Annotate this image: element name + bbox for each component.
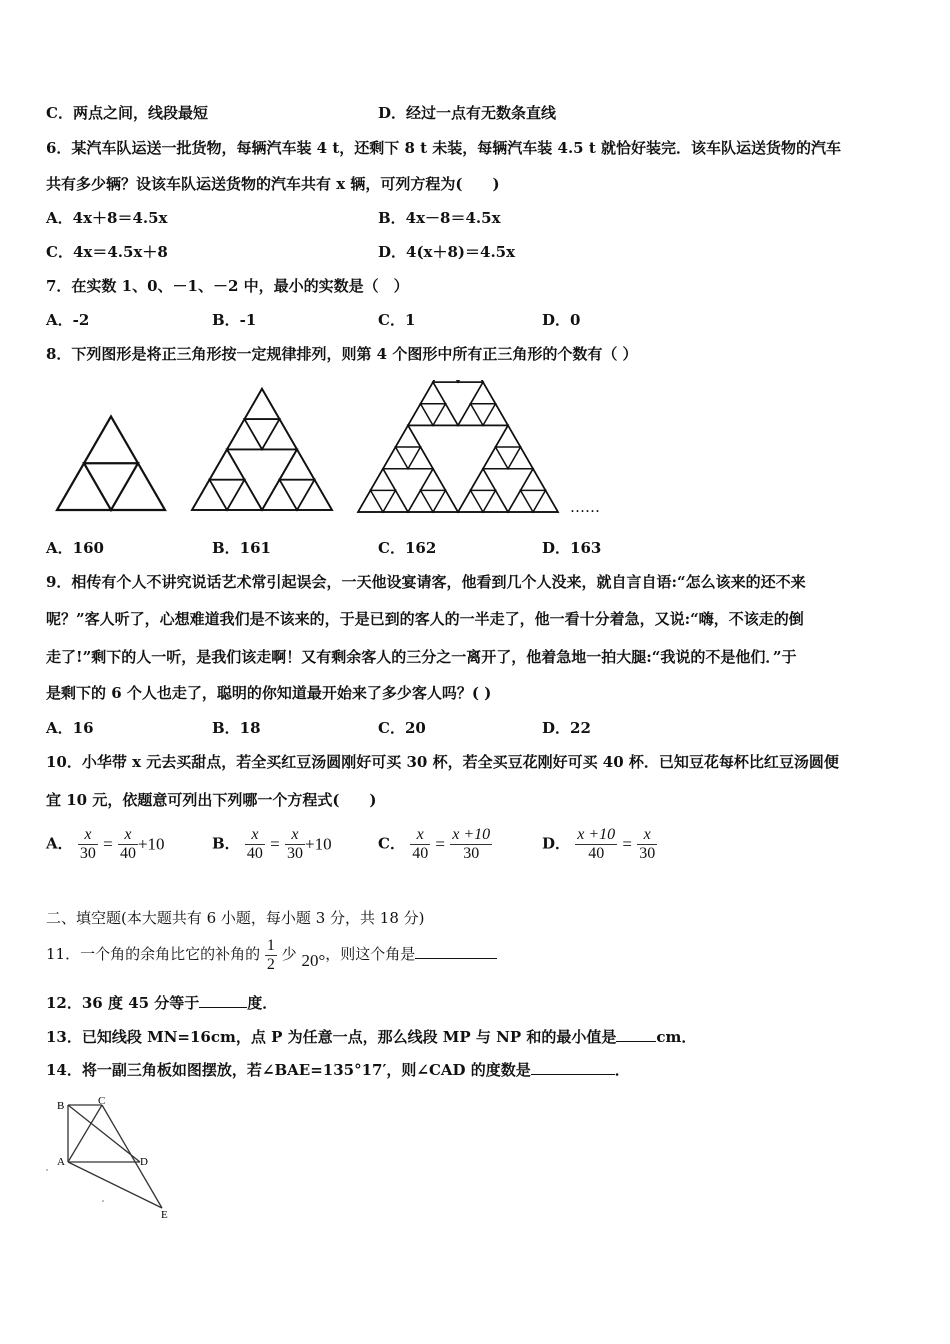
q14-text-pre: 14．将一副三角板如图摆放，若∠BAE=135°17′，则∠CAD 的度数是 [46,1061,531,1079]
option-label: D． [542,834,571,853]
q7-option-b: B．-1 [212,311,257,329]
triangle [471,490,496,512]
fraction: $\frac{x}{30}$ [79,826,96,862]
q5-option-d: D．经过一点有无数条直线 [378,104,557,122]
q8-option-d: D．163 [542,539,602,557]
label-d: D [140,1156,148,1168]
fraction: $\frac{1}{2}$ [266,936,275,973]
triangle [421,490,446,512]
q10-stem-line1: 10．小华带 x 元去买甜点，若全买红豆汤圆刚好可买 30 杯，若全买豆花刚好可买 40 杯．已知豆花每杯比红豆汤圆便 [46,753,839,771]
triangle [84,463,138,510]
answer-blank[interactable] [415,944,497,959]
triangle [471,404,496,426]
q6-stem-line1: 6．某汽车队运送一批货物，每辆汽车装 4 t，还剩下 8 t 未装，每辆汽车装 4.5 t 就恰好装完．该车队运送货物的汽车 [46,139,841,157]
q6-option-d: D．4(x＋8)＝4.5x [378,243,516,261]
q6-option-a: A．4x＋8＝4.5x [46,209,168,227]
section-2-heading: 二、填空题(本大题共有 6 小题，每小题 3 分，共 18 分) [46,909,425,927]
q8-triangle-figures [0,380,950,520]
q10-option-a: A． $\frac{x}{30}$ = $\frac{x}{40}$ +10 [46,826,165,862]
q8-option-b: B．161 [212,539,271,557]
q9-option-a: A．16 [46,719,94,737]
label-b: B [57,1100,65,1112]
fraction: $\frac{x +10}{30}$ [452,826,491,862]
triangle-figure-2 [192,389,332,510]
q9-option-c: C．20 [378,719,426,737]
q10-option-b: B． $\frac{x}{40}$ = $\frac{x}{30}$ +10 [212,826,332,862]
q7-option-c: C．1 [378,311,416,329]
triangle [408,380,508,425]
fraction: $\frac{x +10}{40}$ [577,826,616,862]
q10-stem-line2: 宜 10 元，依题意可列出下列哪一个方程式( ) [46,791,377,809]
triangle-figure-1 [57,416,165,510]
q13-text-pre: 13．已知线段 MN=16cm，点 P 为任意一点，那么线段 MP 与 NP 和的最小值是 [46,1028,617,1046]
label-c: C [98,1095,106,1107]
triangle [521,490,546,512]
answer-blank[interactable] [616,1027,656,1042]
triangle [371,490,396,512]
q9-option-b: B．18 [212,719,261,737]
segment-bd [68,1105,140,1162]
q14-stem [46,1060,630,1080]
q5-option-c: C．两点之间，线段最短 [46,104,208,122]
option-label: A． [46,834,73,853]
q11-stem [46,935,497,974]
q6-option-c: C．4x＝4.5x＋8 [46,243,168,261]
q10-option-c: C． $\frac{x}{40}$ = $\frac{x +10}{30}$ [378,826,491,862]
triangle [421,404,446,426]
q13-stem [46,1027,696,1047]
triangle [280,480,315,510]
q6-stem-line2: 共有多少辆？设该车队运送货物的汽车共有 x 辆，可列方程为( ) [46,175,500,193]
q10-option-d: D． $\frac{x +10}{40}$ = $\frac{x}{30}$ [542,826,656,862]
q13-text-post: cm． [656,1028,697,1046]
triangle [210,480,245,510]
option-label: C． [378,834,405,853]
q8-stem: 8．下列图形是将正三角形按一定规律排列，则第 4 个图形中所有正三角形的个数有（ ） [46,345,638,363]
triangle [396,447,421,469]
q11-text-pre: 11．一个角的余角比它的补角的 [46,945,261,963]
q8-option-a: A．160 [46,539,104,557]
segment-ca [68,1105,102,1162]
q9-option-d: D．22 [542,719,591,737]
q12-text-pre: 12．36 度 45 分等于 [46,994,200,1012]
q14-text-post: ． [614,1061,630,1079]
fraction: $\frac{x}{40}$ [412,826,429,862]
triangle [358,380,558,512]
label-a: A [57,1156,65,1168]
q12-text-post: 度． [247,994,278,1012]
q11-text-post: ，则这个角是 [325,945,416,963]
q8-ellipsis: …… [570,498,600,516]
q11-degree: 20° [301,951,326,970]
q9-stem-line3: 走了!”剩下的人一听，是我们该走啊！又有剩余客人的三分之一离开了，他着急地一拍大腿:“我说的不是他们．”于 [46,648,797,666]
q7-stem: 7．在实数 1、0、－1、－2 中，最小的实数是（ ） [46,277,409,295]
q7-option-a: A．-2 [46,311,90,329]
triangle [496,447,521,469]
segment-ce [102,1105,162,1208]
answer-blank[interactable] [199,993,247,1008]
option-label: B． [212,834,240,853]
triangle [245,419,280,449]
q8-option-c: C．162 [378,539,437,557]
q9-stem-line4: 是剩下的 6 个人也走了，聪明的你知道最开始来了多少客人吗？( ) [46,684,492,702]
label-e: E [161,1209,168,1221]
fraction: $\frac{x}{30}$ [286,826,303,862]
q9-stem-line2: 呢？”客人听了，心想难道我们是不该来的，于是已到的客人的一半走了，他一看十分着急，又说:“嗨，不该走的倒 [46,610,804,628]
fraction: $\frac{x}{40}$ [246,826,263,862]
fraction: $\frac{x}{40}$ [119,826,136,862]
q11-text-mid: 少 [281,945,297,963]
fraction: $\frac{x}{30}$ [639,826,656,862]
triangle-figure-3 [358,380,558,512]
q14-set-square-figure [40,1095,190,1225]
q6-option-b: B．4x－8＝4.5x [378,209,501,227]
q7-option-d: D．0 [542,311,581,329]
q12-stem [46,993,277,1013]
q9-stem-line1: 9．相传有个人不讲究说话艺术常引起误会，一天他设宴请客，他看到几个人没来，就自言自语:“怎么该来的还不来 [46,573,806,591]
answer-blank[interactable] [531,1060,615,1075]
